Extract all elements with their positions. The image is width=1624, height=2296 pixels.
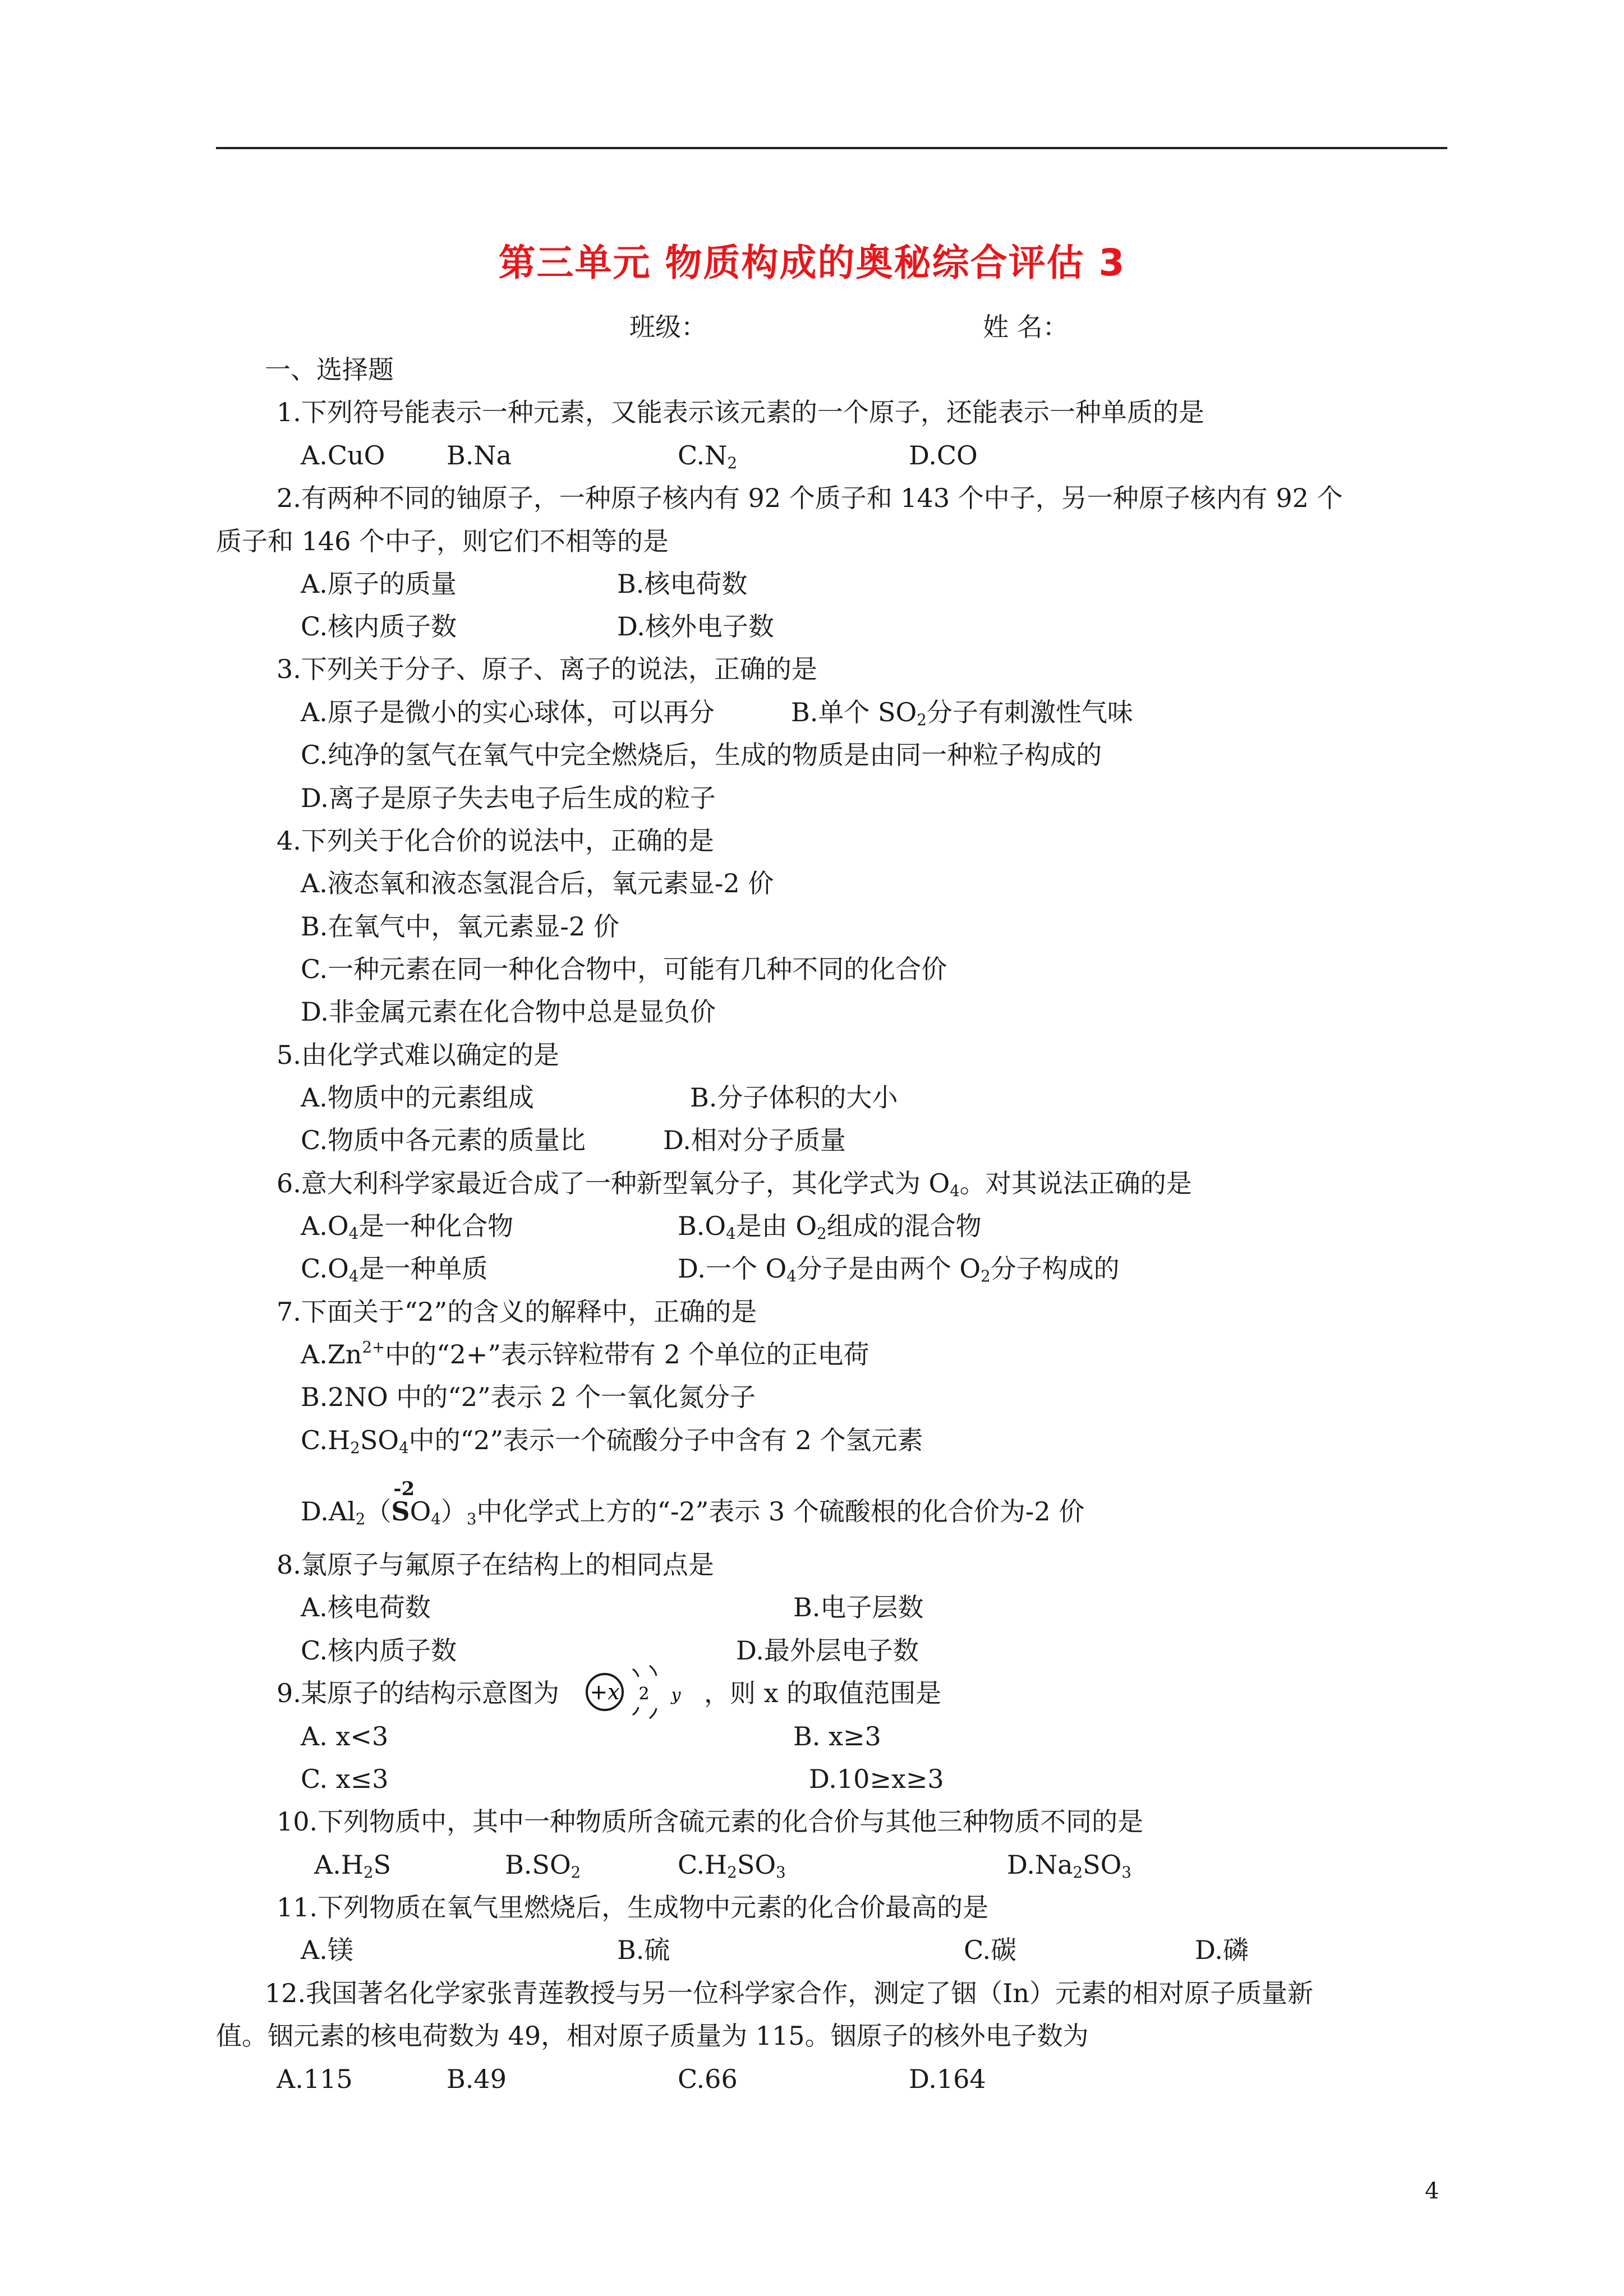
question-1-option-a: A.CuO	[301, 440, 385, 471]
question-7-option-d: $D.Al_2$（ -2 $SO_4)_3$中化学式上方的“-2”表示 3 个硫酸根的化合价为-2 价	[301, 1492, 1084, 1531]
question-11-option-d: D.磷	[1195, 1935, 1249, 1965]
question-11-option-a: A.镁	[301, 1935, 353, 1965]
question-12-option-b: B.49	[447, 2064, 507, 2094]
question-4-option-b: B.在氧气中，氧元素显-2 价	[301, 911, 619, 942]
inner-shell-arc-top	[633, 1669, 638, 1677]
outer-shell-arc-bottom	[650, 1708, 656, 1718]
question-11-option-c: C.碳	[964, 1935, 1017, 1965]
question-9-stem-start: 9.某原子的结构示意图为	[277, 1678, 559, 1708]
question-5-option-d: D.相对分子质量	[663, 1125, 846, 1155]
outer-shell-electrons: y	[671, 1685, 681, 1705]
question-8-option-c: C.核内质子数	[301, 1635, 457, 1666]
question-2-stem-line1: 2.有两种不同的铀原子，一种原子核内有 92 个质子和 143 个中子，另一种原子核内有 92 个	[277, 483, 1343, 513]
page-title: 第三单元 物质构成的奥秘综合评估 3	[498, 241, 1126, 284]
inner-shell-arc-bottom	[633, 1707, 638, 1715]
question-8-option-a: A.核电荷数	[301, 1592, 431, 1622]
question-9-option-a: A. x<3	[301, 1721, 389, 1751]
question-9-option-b: B. x≥3	[793, 1721, 881, 1751]
question-12-option-a: A.115	[277, 2064, 353, 2094]
question-7-stem: 7.下面关于“2”的含义的解释中，正确的是	[277, 1297, 757, 1327]
question-6-option-b: $B.O_4$是由 $O_2$组成的混合物	[678, 1211, 982, 1243]
sulfur-symbol: S	[391, 1496, 410, 1527]
question-1-option-c: $C.N_2$	[678, 440, 737, 472]
question-1-option-d: D.CO	[909, 440, 978, 471]
question-9-option-c: C. x≤3	[301, 1764, 389, 1794]
question-10-option-b: $B.SO_2$	[505, 1850, 581, 1882]
header-rule	[216, 147, 1447, 149]
question-10-option-c: $C.H_2SO_3$	[678, 1850, 786, 1882]
question-1-stem: 1.下列符号能表示一种元素，又能表示该元素的一个原子，还能表示一种单质的是	[277, 397, 1204, 427]
nucleus-charge: +x	[590, 1680, 620, 1704]
question-9-stem-end: ，则 x 的取值范围是	[704, 1678, 942, 1708]
question-9-option-d: D.10≥x≥3	[809, 1764, 944, 1794]
question-12-stem-line2: 值。铟元素的核电荷数为 49，相对原子质量为 115。铟原子的核外电子数为	[216, 2021, 1089, 2051]
question-11-stem: 11.下列物质在氧气里燃烧后，生成物中元素的化合价最高的是	[277, 1892, 989, 1922]
inner-shell-electrons: 2	[638, 1684, 650, 1704]
question-3-option-c: C.纯净的氢气在氧气中完全燃烧后，生成的物质是由同一种粒子构成的	[301, 740, 1102, 770]
question-5-option-b: B.分子体积的大小	[690, 1082, 898, 1113]
question-7-option-b: B.2NO 中的“2”表示 2 个一氧化氮分子	[301, 1382, 756, 1412]
question-4-option-c: C.一种元素在同一种化合物中，可能有几种不同的化合价	[301, 954, 947, 984]
question-2-option-c: C.核内质子数	[301, 611, 457, 642]
question-8-stem: 8.氯原子与氟原子在结构上的相同点是	[277, 1550, 714, 1580]
question-4-stem: 4.下列关于化合价的说法中，正确的是	[277, 826, 714, 856]
question-2-option-d: D.核外电子数	[617, 611, 774, 642]
valence-label: -2	[393, 1478, 415, 1500]
question-5-option-c: C.物质中各元素的质量比	[301, 1125, 586, 1155]
question-11-option-b: B.硫	[617, 1935, 670, 1965]
outer-shell-arc-top	[650, 1666, 656, 1676]
question-1-option-b: B.Na	[447, 440, 512, 471]
question-6-stem: 6.意大利科学家最近合成了一种新型氧分子，其化学式为 $O_4$。对其说法正确的是	[277, 1168, 1192, 1200]
question-3-stem: 3.下列关于分子、原子、离子的说法，正确的是	[277, 654, 817, 684]
question-4-option-d: D.非金属元素在化合物中总是显负价	[301, 997, 716, 1027]
atomic-structure-diagram	[583, 1656, 701, 1728]
question-4-option-a: A.液态氧和液态氢混合后，氧元素显-2 价	[301, 868, 774, 898]
question-3-option-a: A.原子是微小的实心球体，可以再分	[301, 697, 715, 727]
class-field-label: 班级：	[629, 312, 707, 342]
question-6-option-a: $A.O_4$是一种化合物	[301, 1211, 514, 1243]
question-2-stem-line2: 质子和 146 个中子，则它们不相等的是	[216, 526, 669, 556]
question-10-stem: 10.下列物质中，其中一种物质所含硫元素的化合价与其他三种物质不同的是	[277, 1806, 1144, 1837]
question-5-stem: 5.由化学式难以确定的是	[277, 1040, 559, 1070]
question-10-option-d: $D.Na_2SO_3$	[1007, 1850, 1131, 1882]
question-2-option-b: B.核电荷数	[617, 569, 748, 599]
question-12-option-d: D.164	[909, 2064, 986, 2094]
question-8-option-b: B.电子层数	[793, 1592, 924, 1622]
question-3-option-b: B.单个 $SO_2$分子有刺激性气味	[791, 697, 1133, 729]
question-8-option-d: D.最外层电子数	[736, 1635, 919, 1666]
question-10-option-a: $A.H_2S$	[314, 1850, 392, 1882]
question-2-option-a: A.原子的质量	[301, 569, 457, 599]
section-heading: 一、选择题	[265, 354, 394, 385]
question-12-option-c: C.66	[678, 2064, 738, 2094]
question-6-option-c: $C.O_4$是一种单质	[301, 1253, 488, 1285]
name-field-label: 姓 名：	[983, 312, 1069, 342]
question-7-option-c: $C.H_2SO_4$中的“2”表示一个硫酸分子中含有 2 个氢元素	[301, 1425, 923, 1457]
valence-notation	[391, 1478, 415, 1531]
question-12-stem-line1: 12.我国著名化学家张青莲教授与另一位科学家合作，测定了铟（In）元素的相对原子质量新	[265, 1978, 1313, 2008]
question-6-option-d: D.一个 $O_4$分子是由两个 $O_2$分子构成的	[678, 1253, 1120, 1285]
question-5-option-a: A.物质中的元素组成	[301, 1082, 534, 1113]
question-7-option-a: $A.Zn^{2+}$中的“2+”表示锌粒带有 2 个单位的正电荷	[301, 1338, 869, 1370]
page-number: 4	[1425, 2178, 1439, 2204]
question-3-option-d: D.离子是原子失去电子后生成的粒子	[301, 783, 716, 813]
